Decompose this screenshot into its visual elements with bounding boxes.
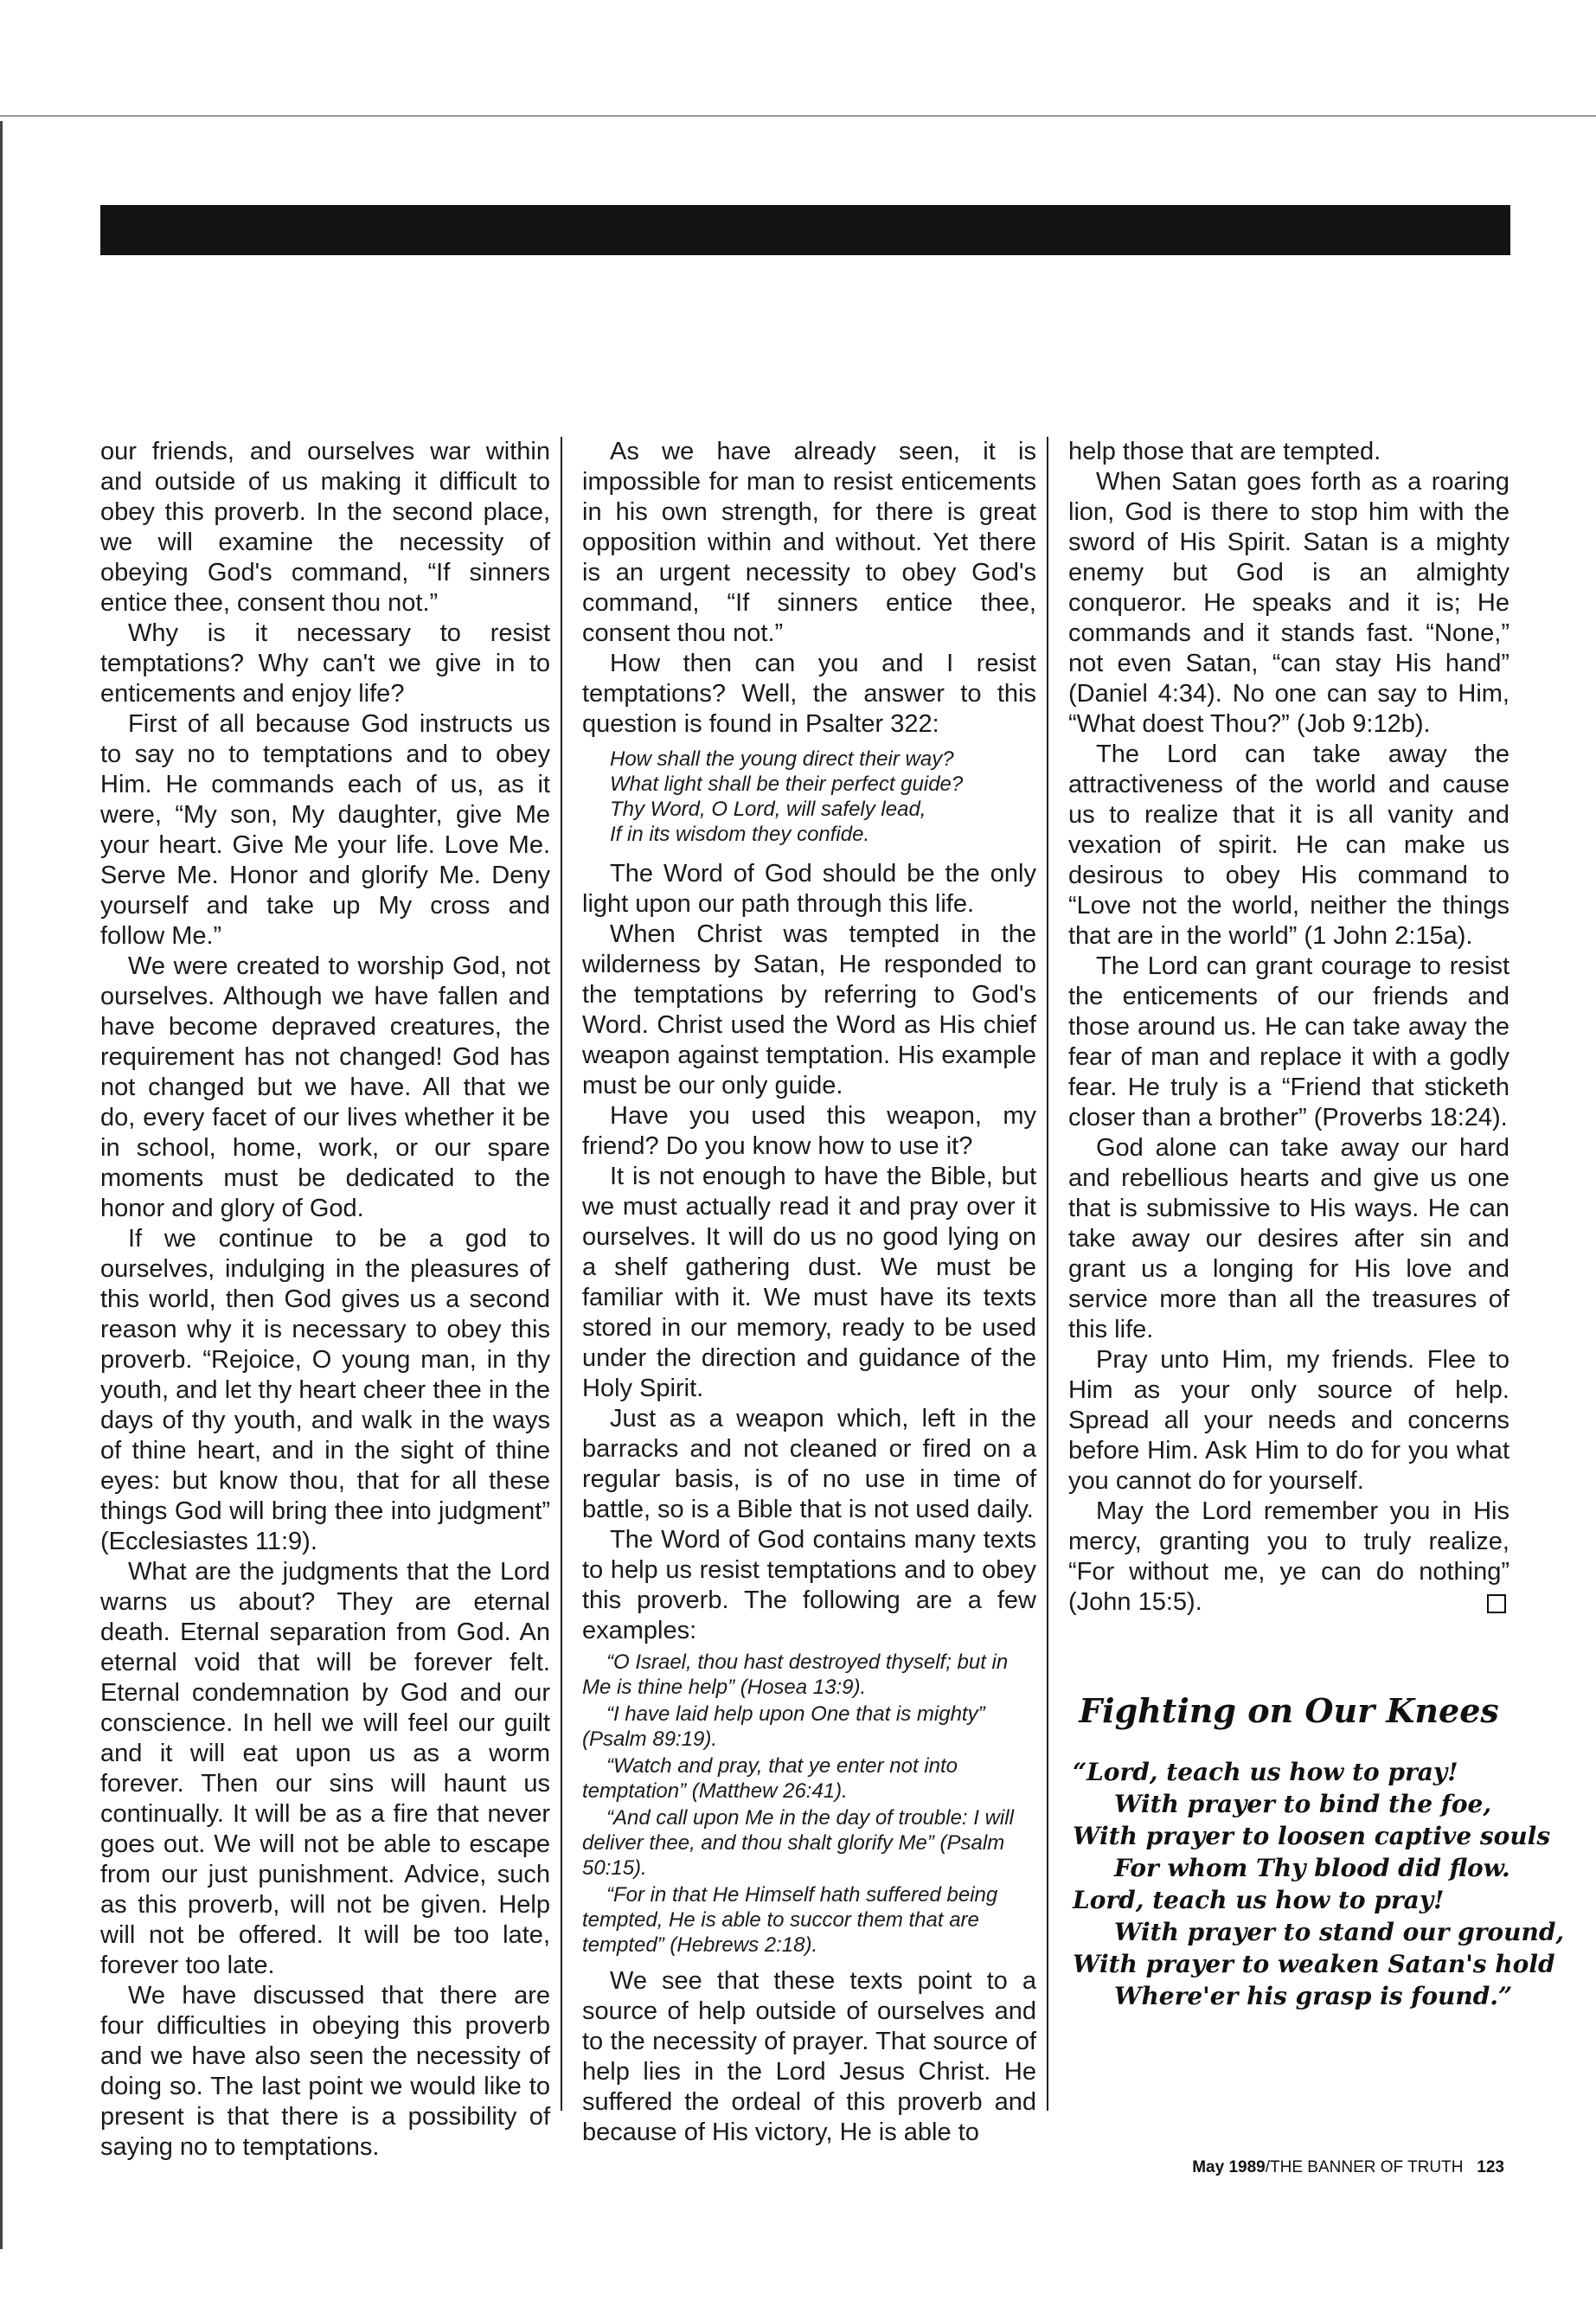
paragraph-last	[1068, 1497, 1509, 1618]
poem-line: If in its wisdom they confide.	[610, 823, 870, 846]
poem-line: With prayer to loosen captive souls	[1073, 1822, 1551, 1850]
paragraph: Just as a weapon which, left in the barracks and not cleaned or fired on a regular basis, is of no use in time of battle, so is a Bible that is not used daily.	[582, 1405, 1036, 1523]
sidebar-title: Fighting on Our Knees	[1079, 1691, 1499, 1730]
scripture-quote: “O Israel, thou hast destroyed thyself; but in Me is thine help” (Hosea 13:9).	[582, 1650, 1009, 1699]
paragraph: We see that these texts point to a source of help outside of ourselves and to the necessity of prayer. That source of help lies in the Lord Jesus Christ. He suffered the ordeal of this proverb and because of His victory, He is able to	[582, 1967, 1036, 2146]
paragraph: The Lord can take away the attractiveness of the world and cause us to realize that it is all vanity and vexation of spirit. He can make us desirous to obey His command to “Love not the world, neither the things that are in the world” (1 John 2:15a).	[1068, 740, 1509, 950]
end-mark-icon	[1487, 1594, 1506, 1613]
paragraph: It is not enough to have the Bible, but we must actually read it and pray over it ourselves. It will do us no good lying on a shelf gathering dust. We must be familiar with it. We must have its texts stored in our memory, ready to be used under the direction and guidance of the Holy Spirit.	[582, 1163, 1036, 1402]
issue-date: May 1989	[1192, 2158, 1266, 2176]
page-edge	[0, 121, 3, 2249]
poem-line: With prayer to stand our ground,	[1114, 1918, 1565, 1946]
scripture-quote: “And call upon Me in the day of trouble: I will deliver thee, and thou shalt glorify Me” (Psalm 50:15).	[582, 1806, 1014, 1880]
column-rule	[561, 437, 562, 2111]
scripture-examples	[582, 1650, 1036, 1958]
paragraph: First of all because God instructs us to say no to temptations and to obey Him. He commands each of us, as it were, “My son, My daughter, give Me your heart. Give Me your life. Love Me. Serve Me. Honor and glorify Me. Deny yourself and take up My cross and follow Me.”	[100, 710, 550, 950]
column-rule	[1047, 437, 1048, 2111]
paragraph: The Word of God should be the only light upon our path through this life.	[582, 860, 1036, 918]
publication-name: /THE BANNER OF TRUTH	[1265, 2158, 1464, 2176]
paragraph: God alone can take away our hard and rebellious hearts and give us one that is submissive to His ways. He can take away our desires after sin and grant us a longing for His love and service more than all the treasures of this life.	[1068, 1134, 1509, 1343]
poem-line: Lord, teach us how to pray!	[1073, 1886, 1445, 1914]
poem-line: With prayer to weaken Satan's hold	[1073, 1950, 1555, 1978]
scripture-quote: “Watch and pray, that ye enter not into temptation” (Matthew 26:41).	[582, 1754, 958, 1803]
poem-line: What light shall be their perfect guide?	[610, 772, 964, 796]
page-footer	[1192, 2158, 1504, 2177]
psalter-quote	[610, 747, 1036, 847]
paragraph: We have discussed that there are four difficulties in obeying this proverb and we have also seen the necessity of doing so. The last point we would like to present is that there is a possibility of saying no to temptations.	[100, 1982, 550, 2161]
paragraph: The Word of God contains many texts to help us resist temptations and to obey this proverb. The following are a few examples:	[582, 1526, 1036, 1644]
poem-line: For whom Thy blood did flow.	[1114, 1854, 1510, 1882]
paragraph: Have you used this weapon, my friend? Do you know how to use it?	[582, 1102, 1036, 1160]
column-1	[100, 437, 550, 2163]
paragraph: The Lord can grant courage to resist the enticements of our friends and those around us. He can take away the fear of man and replace it with a godly fear. He truly is a “Friend that sticketh closer than a brother” (Proverbs 18:24).	[1068, 952, 1509, 1131]
poem-line: How shall the young direct their way?	[610, 747, 954, 771]
paragraph: If we continue to be a god to ourselves, indulging in the pleasures of this world, then God gives us a second reason why it is necessary to obey this proverb. “Rejoice, O young man, in thy youth, and let thy heart cheer thee in the days of thy youth, and walk in the ways of thine heart, and in the sight of thine eyes: but know thou, that for all these things God will bring thee into judgment” (Ecclesiastes 11:9).	[100, 1225, 550, 1555]
paragraph: When Christ was tempted in the wilderness by Satan, He responded to the temptations by referring to God's Word. Christ used the Word as His chief weapon against temptation. His example must be our only guide.	[582, 920, 1036, 1099]
page-number: 123	[1477, 2158, 1504, 2176]
paragraph: We were created to worship God, not ourselves. Although we have fallen and have become depraved creatures, the requirement has not changed! God has not changed but we have. All that we do, every facet of our lives whether it be in school, home, work, or our spare moments must be dedicated to the honor and glory of God.	[100, 952, 550, 1222]
sidebar-poem	[1073, 1756, 1565, 2012]
scripture-quote: “For in that He Himself hath suffered being tempted, He is able to succor them that are tempted” (Hebrews 2:18).	[582, 1883, 998, 1957]
paragraph: What are the judgments that the Lord warns us about? They are eternal death. Eternal separation from God. An eternal void that will be forever felt. Eternal condemnation by God and our conscience. In hell we will feel our guilt and it will eat upon us as a worm forever. Then our sins will haunt us continually. It will be as a fire that never goes out. We will not be able to escape from our just punishment. Advice, such as this proverb, will not be given. Help will not be offered. It will be too late, forever too late.	[100, 1558, 550, 1979]
poem-line: Thy Word, O Lord, will safely lead,	[610, 798, 926, 821]
paragraph-text: May the Lord remember you in His mercy, granting you to truly realize, “For without me, ye can do nothing” (John 15:5).	[1068, 1497, 1509, 1616]
column-3	[1068, 437, 1509, 1618]
paragraph: Why is it necessary to resist temptations? Why can't we give in to enticements and enjoy life?	[100, 619, 550, 708]
poem-line: Where'er his grasp is found.”	[1114, 1982, 1513, 2010]
paragraph: As we have already seen, it is impossible for man to resist enticements in his own strength, for there is great opposition within and without. Yet there is an urgent necessity to obey God's command, “If sinners entice thee, consent thou not.”	[582, 438, 1036, 647]
paragraph: our friends, and ourselves war within and outside of us making it difficult to obey this proverb. In the second place, we will examine the necessity of obeying God's command, “If sinners entice thee, consent thou not.”	[100, 438, 550, 617]
scripture-quote: “I have laid help upon One that is mighty” (Psalm 89:19).	[582, 1702, 985, 1751]
paragraph: help those that are tempted.	[1068, 438, 1381, 465]
poem-line: With prayer to bind the foe,	[1114, 1790, 1492, 1818]
top-rule	[0, 115, 1596, 117]
paragraph: Pray unto Him, my friends. Flee to Him as your only source of help. Spread all your needs and concerns before Him. Ask Him to do for you what you cannot do for yourself.	[1068, 1346, 1509, 1495]
header-band	[100, 205, 1510, 255]
column-2	[582, 437, 1036, 2148]
paragraph: How then can you and I resist temptations? Well, the answer to this question is found in Psalter 322:	[582, 650, 1036, 738]
paragraph: When Satan goes forth as a roaring lion, God is there to stop him with the sword of His Spirit. Satan is a mighty enemy but God is an almighty conqueror. He speaks and it is; He commands and it stands fast. “None,” not even Satan, “can stay His hand” (Daniel 4:34). No one can say to Him, “What doest Thou?” (Job 9:12b).	[1068, 468, 1509, 738]
poem-line: “Lord, teach us how to pray!	[1073, 1758, 1458, 1786]
